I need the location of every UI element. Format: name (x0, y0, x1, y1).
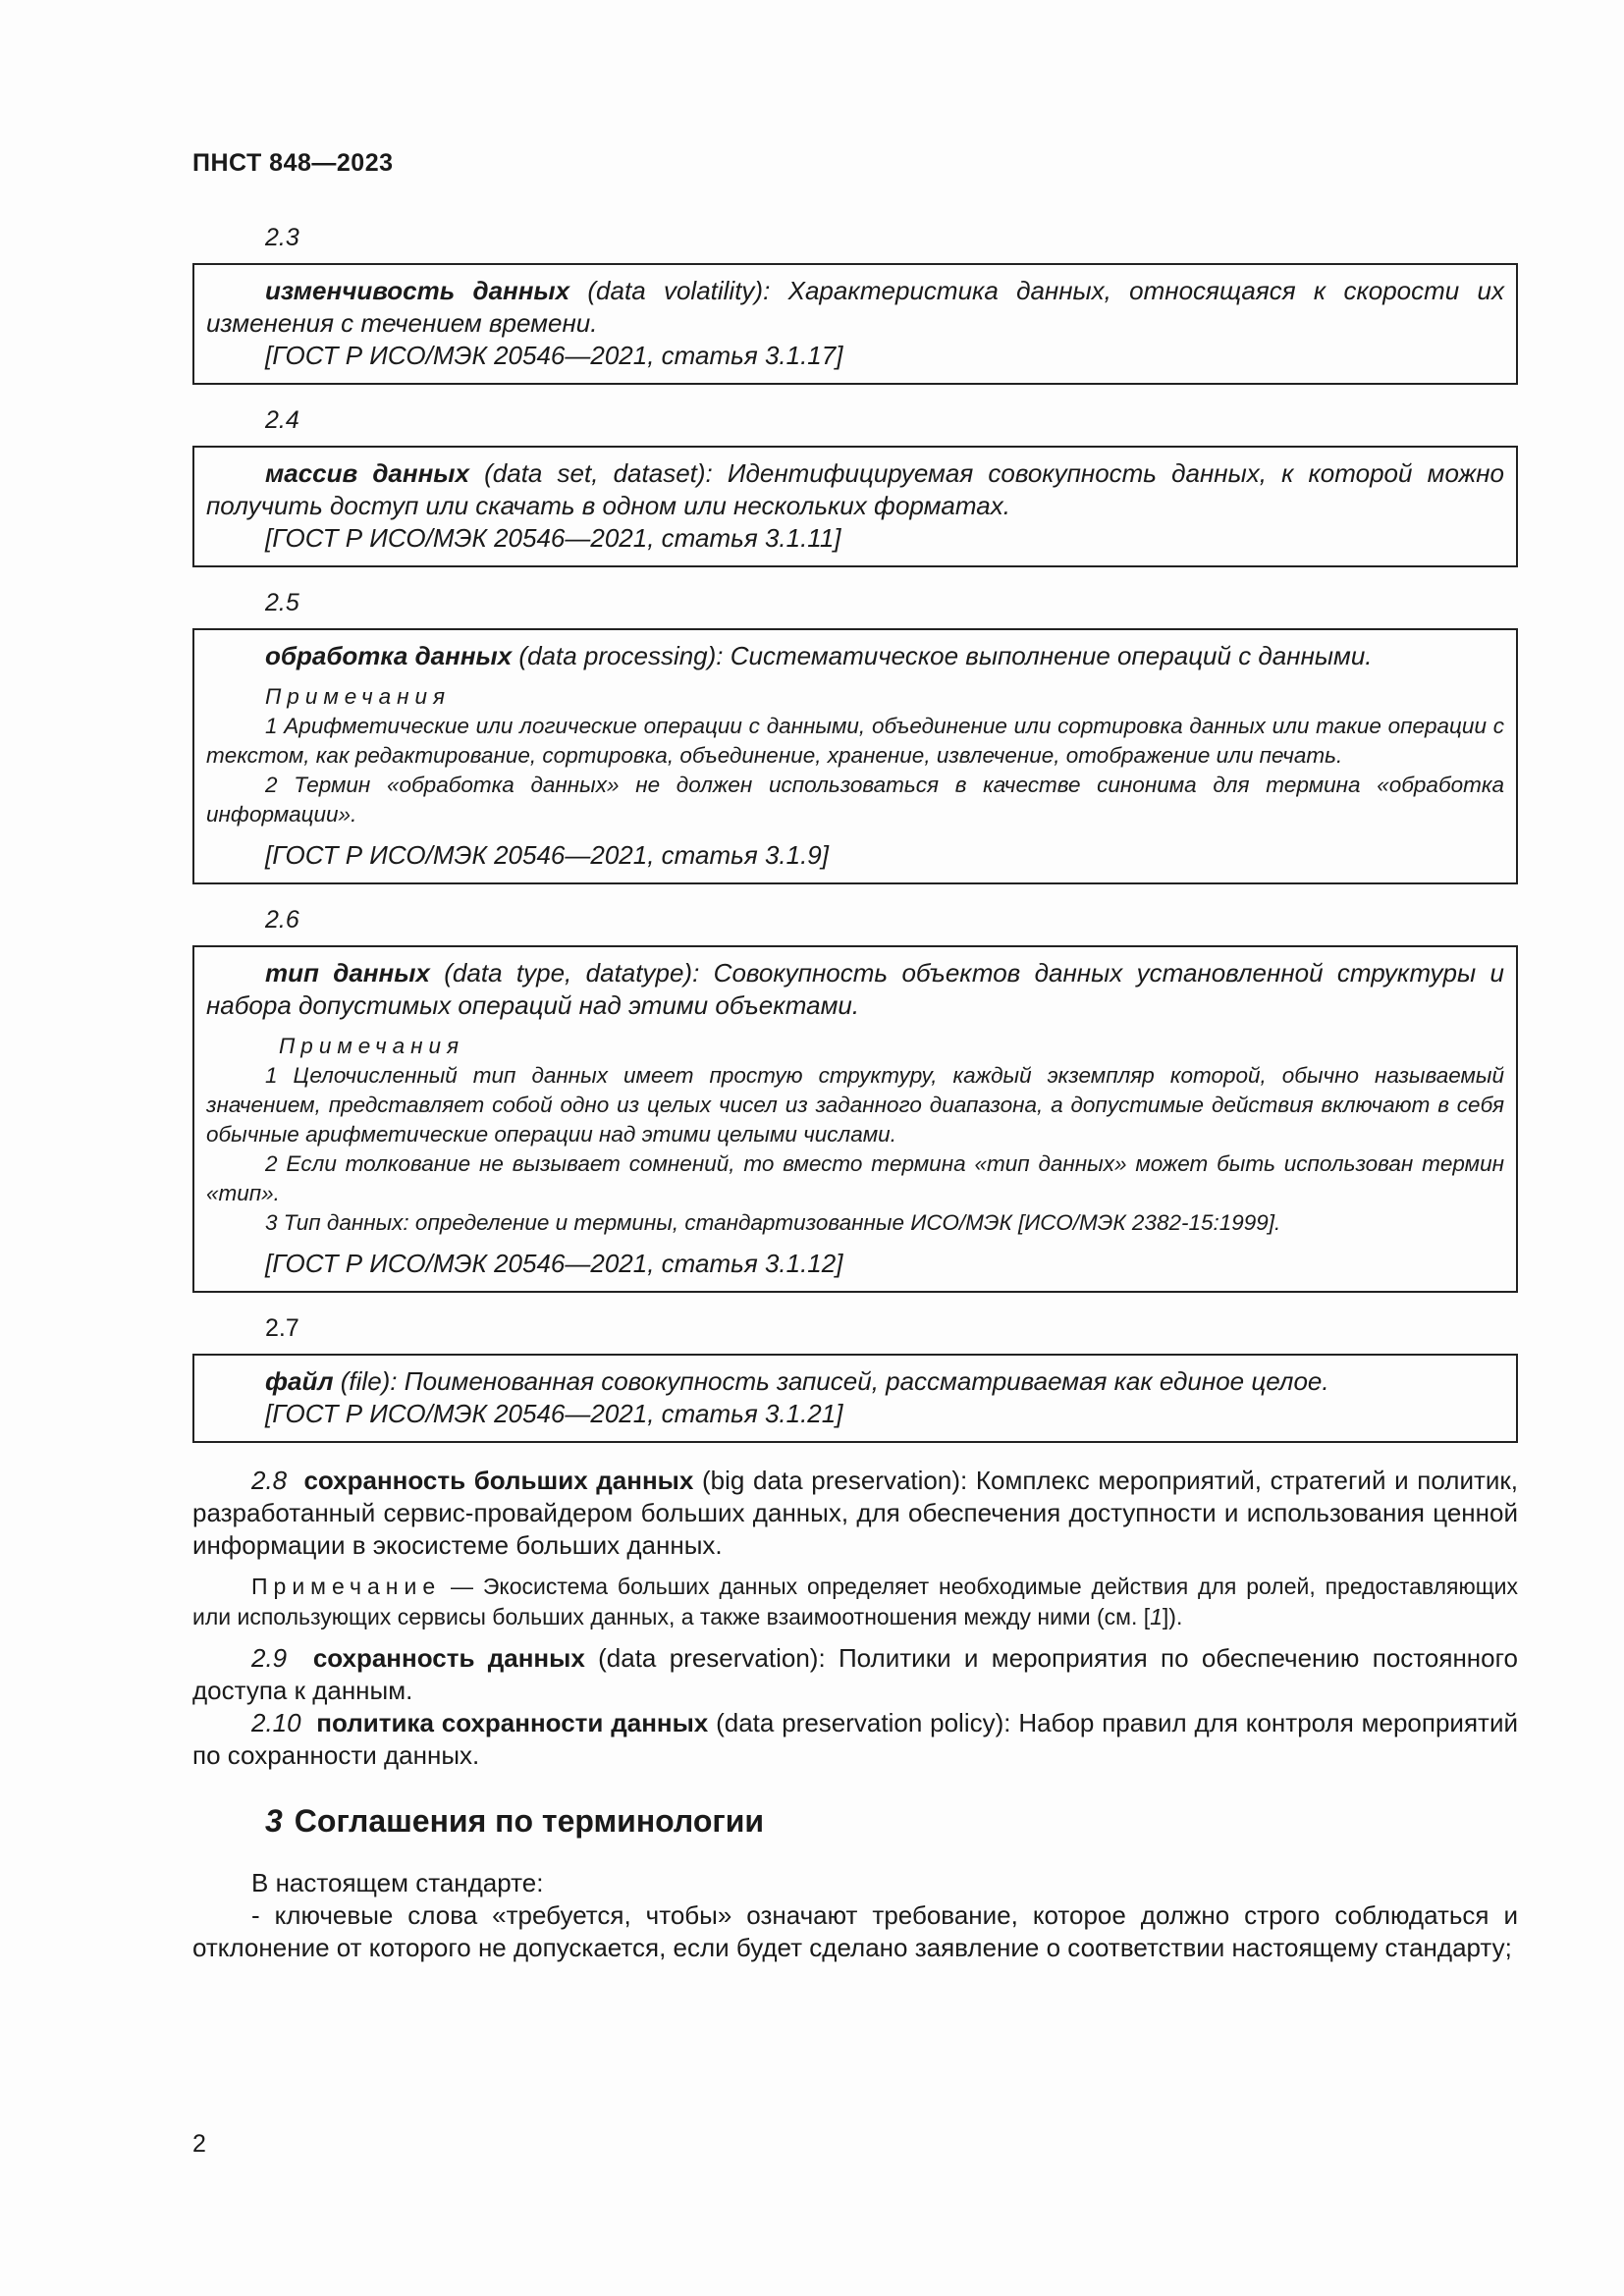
term-note (192, 1572, 1518, 1632)
page-content (192, 224, 1518, 1964)
note-item: 2 Если толкование не вызывает сомнений, то вместо термина «тип данных» может быть использован термин «тип». (206, 1151, 1504, 1205)
term-name: массив данных (265, 458, 469, 488)
definition-text: (data type, datatype): Совокупность объектов данных установленной структуры и набора допустимых операций над этими объектами. (206, 958, 1504, 1020)
term-name: обработка данных (265, 641, 513, 670)
notes-block (206, 682, 1504, 829)
reference-link[interactable]: 1 (1150, 1604, 1163, 1629)
note-item: 2 Термин «обработка данных» не должен использоваться в качестве синонима для термина «обработка информации». (206, 773, 1504, 827)
definition-text: (data preservation policy): Набор правил для контроля мероприятий по сохранности данных. (192, 1708, 1518, 1770)
term-source: [ГОСТ Р ИСО/МЭК 20546—2021, статья 3.1.17] (265, 341, 843, 370)
definition-text: (file): Поименованная совокупность записей, рассматриваемая как единое целое. (333, 1366, 1329, 1396)
term-name: изменчивость данных (265, 276, 570, 305)
term-number: 2.10 (251, 1708, 301, 1737)
notes-block (206, 1032, 1504, 1238)
definition-text: (data processing): Систематическое выполнение операций с данными. (512, 641, 1373, 670)
note-item: 1 Арифметические или логические операции с данными, объединение или сортировка данных или такие операции с текстом, как редактирование, сортировка, объединение, хранение, извлечение, отображение или печать. (206, 714, 1504, 768)
note-item: 3 Тип данных: определение и термины, стандартизованные ИСО/МЭК [ИСО/МЭК 2382-15:1999]. (265, 1210, 1281, 1235)
term-box (192, 263, 1518, 385)
term-source: [ГОСТ Р ИСО/МЭК 20546—2021, статья 3.1.9] (265, 840, 829, 870)
document-header: ПНСТ 848—2023 (192, 149, 394, 177)
term-box (192, 945, 1518, 1293)
term-name: файл (265, 1366, 334, 1396)
note-label: Примечание (251, 1574, 442, 1599)
section-number: 3 (265, 1803, 283, 1839)
note-item: 1 Целочисленный тип данных имеет простую структуру, каждый экземпляр которой, обычно называемый значением, представляет собой одно из целых чисел из заданного диапазона, а допустимые действия включают в себя обычные арифметические операции над этими целыми числами. (206, 1063, 1504, 1147)
term-number: 2.7 (265, 1314, 299, 1342)
note-text: — Экосистема больших данных определяет необходимые действия для ролей, предоставляющих или использующих сервисы больших данных, а также взаимоотношения между ними (см. [ (192, 1574, 1518, 1629)
term-number: 2.3 (265, 224, 299, 251)
section-heading (192, 1803, 1518, 1840)
page-number: 2 (192, 2130, 206, 2158)
term-number: 2.8 (251, 1466, 288, 1495)
term-name: сохранность больших данных (303, 1466, 694, 1495)
note-end: ]). (1162, 1604, 1183, 1629)
term-number: 2.6 (265, 906, 299, 934)
term-definition (206, 1365, 1504, 1398)
term-number: 2.9 (251, 1643, 288, 1673)
term-box (192, 446, 1518, 567)
definition-text: (data volatility): Характеристика данных, относящаяся к скорости их изменения с течением времени. (206, 276, 1504, 338)
term-paragraph (192, 1642, 1518, 1707)
term-source: [ГОСТ Р ИСО/МЭК 20546—2021, статья 3.1.11] (265, 523, 841, 553)
definition-text: (data set, dataset): Идентифицируемая совокупность данных, к которой можно получить доступ или скачать в одном или нескольких форматах. (206, 458, 1504, 520)
term-definition (206, 275, 1504, 340)
section-intro: В настоящем стандарте: (251, 1868, 544, 1897)
notes-title: Примечания (279, 1034, 465, 1058)
list-item: - ключевые слова «требуется, чтобы» означают требование, которое должно строго соблюдаться и отклонение от которого не допускается, если будет сделано заявление о соответствии настоящему стандарту; (192, 1900, 1518, 1962)
section-title: Соглашения по терминологии (294, 1803, 765, 1839)
term-number: 2.5 (265, 589, 299, 616)
term-box (192, 628, 1518, 884)
term-name: политика сохранности данных (316, 1708, 709, 1737)
term-number: 2.4 (265, 406, 299, 434)
term-definition (206, 957, 1504, 1022)
term-definition (206, 457, 1504, 522)
term-source: [ГОСТ Р ИСО/МЭК 20546—2021, статья 3.1.12] (265, 1249, 843, 1278)
term-definition (206, 640, 1504, 672)
term-name: сохранность данных (312, 1643, 585, 1673)
term-name: тип данных (265, 958, 430, 988)
term-paragraph (192, 1707, 1518, 1772)
term-paragraph (192, 1465, 1518, 1562)
term-box (192, 1354, 1518, 1443)
definition-text: (big data preservation): Комплекс мероприятий, стратегий и политик, разработанный сервис-провайдером больших данных, для обеспечения доступности и использования ценной информации в экосистеме больших данных. (192, 1466, 1518, 1560)
term-source: [ГОСТ Р ИСО/МЭК 20546—2021, статья 3.1.21] (265, 1399, 843, 1428)
notes-title: Примечания (265, 684, 452, 709)
definition-text: (data preservation): Политики и мероприятия по обеспечению постоянного доступа к данным. (192, 1643, 1518, 1705)
